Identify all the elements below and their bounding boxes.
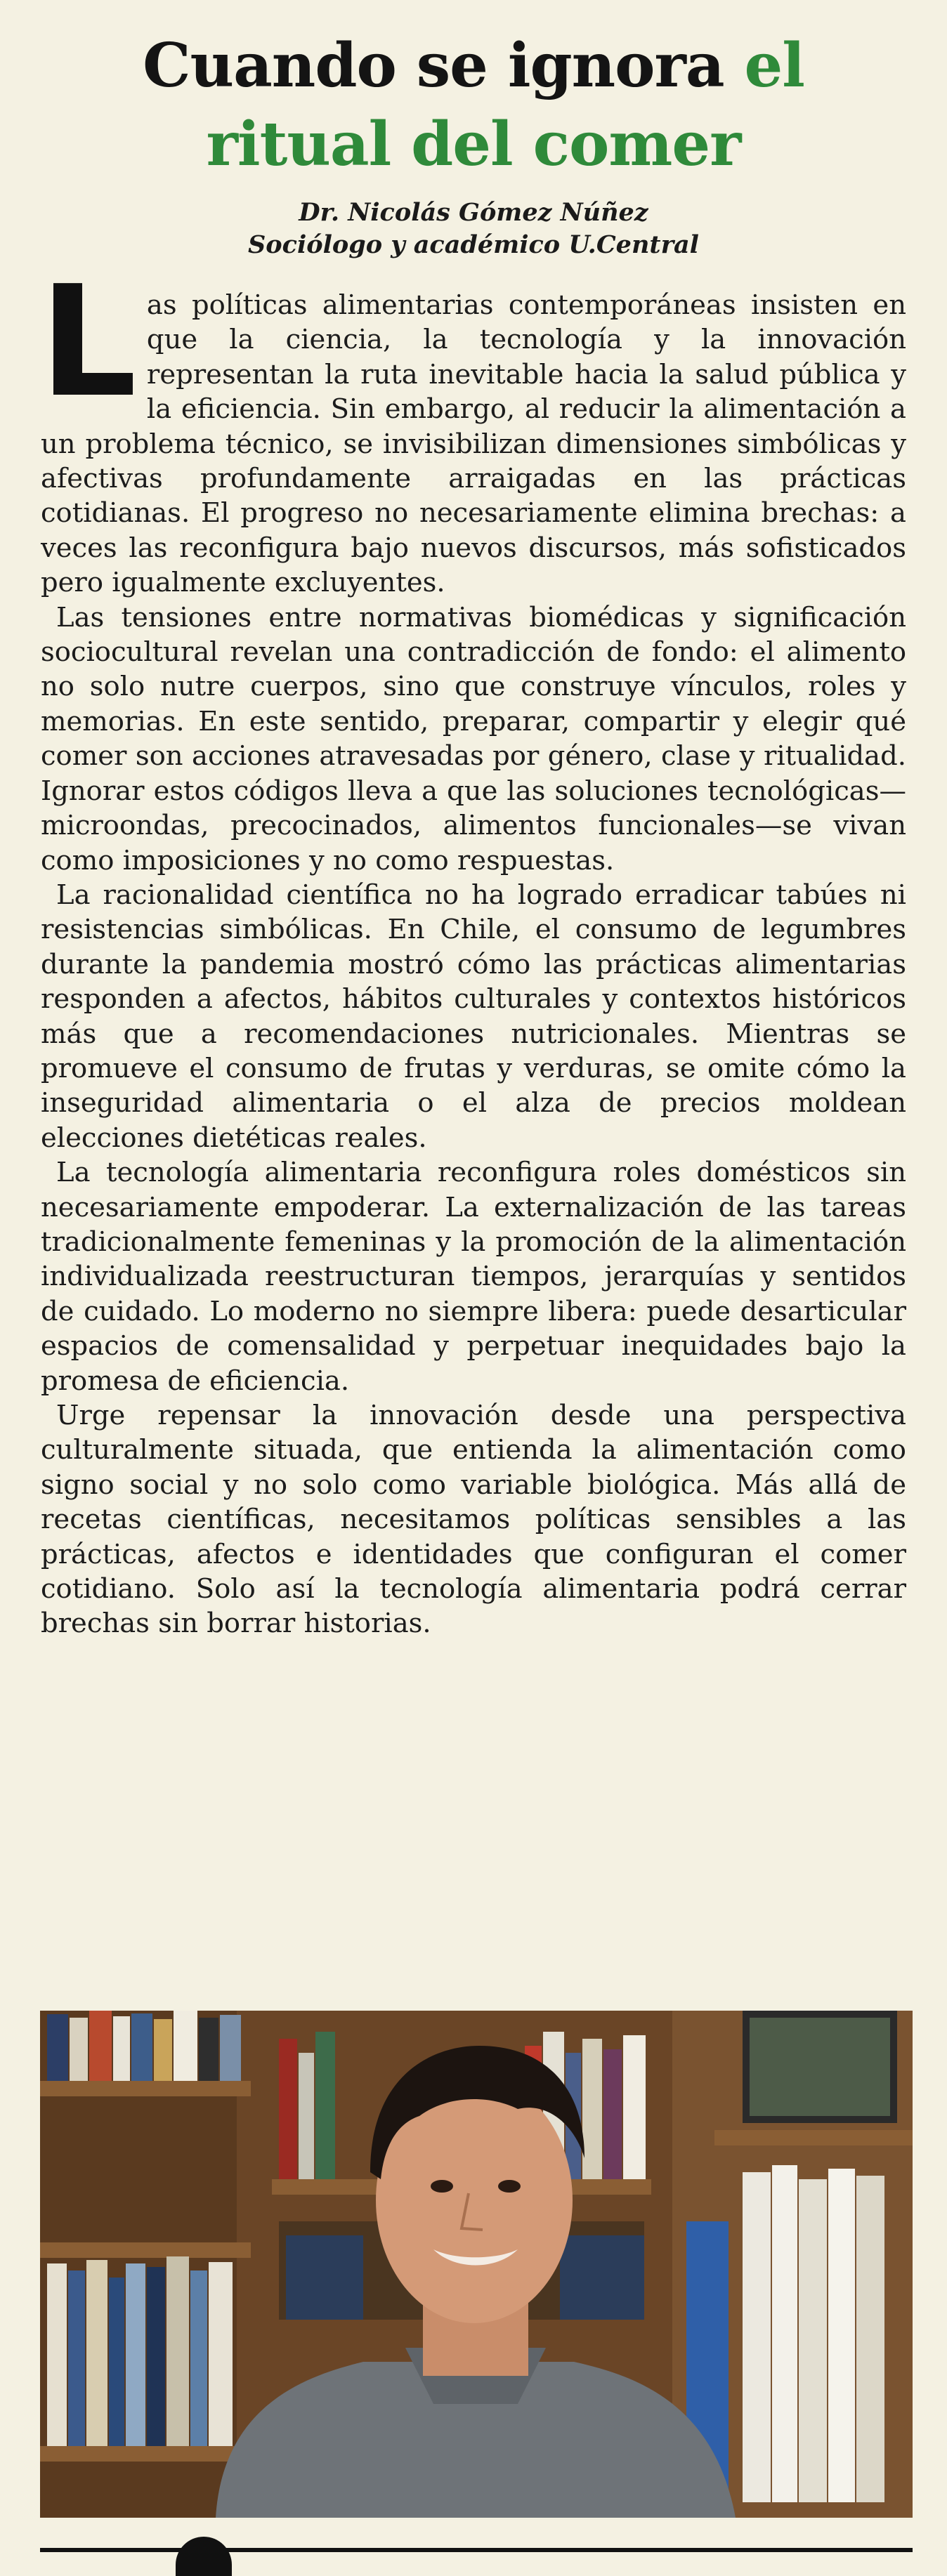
title-green-part-1: el: [744, 30, 804, 101]
paragraph-1-text: as políticas alimentarias contemporáneas insisten en que la ciencia, la tecnología y la innovación representan la ruta inevitable hacia la salud pública y la eficiencia. Sin embargo, al reducir la alimentación a un problema técnico, se invisibilizan dimensiones simbólicas y afectivas profundamente arraigadas en las prácticas cotidianas. El progreso no necesariamente elimina brechas: a veces las reconfigura bajo nuevos discursos, más sofisticados pero igualmente excluyentes.: [41, 289, 906, 599]
title-black-part: Cuando se ignora: [143, 30, 724, 101]
author-role: Sociólogo y académico U.Central: [248, 230, 699, 259]
paragraph-3: La racionalidad científica no ha logrado erradicar tabúes ni resistencias simbólicas. En Chile, el consumo de legumbres durante la pandemia mostró cómo las prácticas alimentarias responden a afectos, hábitos culturales y contextos históricos más que a recomendaciones nutricionales. Mientras se promueve el consumo de frutas y verduras, se omite cómo la inseguridad alimentaria o el alza de precios moldean elecciones dietéticas reales.: [41, 879, 906, 1154]
article-body: [39, 254, 906, 1641]
author-name: Dr. Nicolás Gómez Núñez: [299, 198, 648, 227]
footer-logo-fragment: [176, 2537, 232, 2576]
paragraph-2: Las tensiones entre normativas biomédicas y significación sociocultural revelan una contradicción de fondo: el alimento no solo nutre cuerpos, sino que construye vínculos, roles y memorias. En este sentido, preparar, compartir y elegir qué comer son acciones atravesadas por género, clase y ritualidad. Ignorar estos códigos lleva a que las soluciones tecnológicas—microondas, precocinados, alimentos funcionales—se vivan como imposiciones y no como respuestas.: [41, 601, 906, 876]
footer-rule: [40, 2548, 913, 2552]
byline: [0, 197, 947, 261]
author-photo: [40, 2011, 913, 2518]
drop-cap: L: [39, 254, 137, 431]
author-portrait-image: [40, 2011, 913, 2518]
paragraph-4: La tecnología alimentaria reconfigura roles domésticos sin necesariamente empoderar. La externalización de las tareas tradicionalmente femeninas y la promoción de la alimentación individualizada reestructuran tiempos, jerarquías y sentidos de cuidado. Lo moderno no siempre libera: puede desarticular espacios de comensalidad y perpetuar inequidades bajo la promesa de eficiencia.: [41, 1157, 906, 1397]
paragraph-5: Urge repensar la innovación desde una perspectiva culturalmente situada, que entienda la alimentación como signo social y no solo como variable biológica. Más allá de recetas científicas, necesitamos políticas sensibles a las prácticas, afectos e identidades que configuran el comer cotidiano. Solo así la tecnología alimentaria podrá cerrar brechas sin borrar historias.: [41, 1400, 906, 1640]
article-title: [0, 27, 947, 184]
title-green-part-2: ritual del comer: [206, 109, 741, 180]
paragraph-1: [39, 254, 906, 600]
